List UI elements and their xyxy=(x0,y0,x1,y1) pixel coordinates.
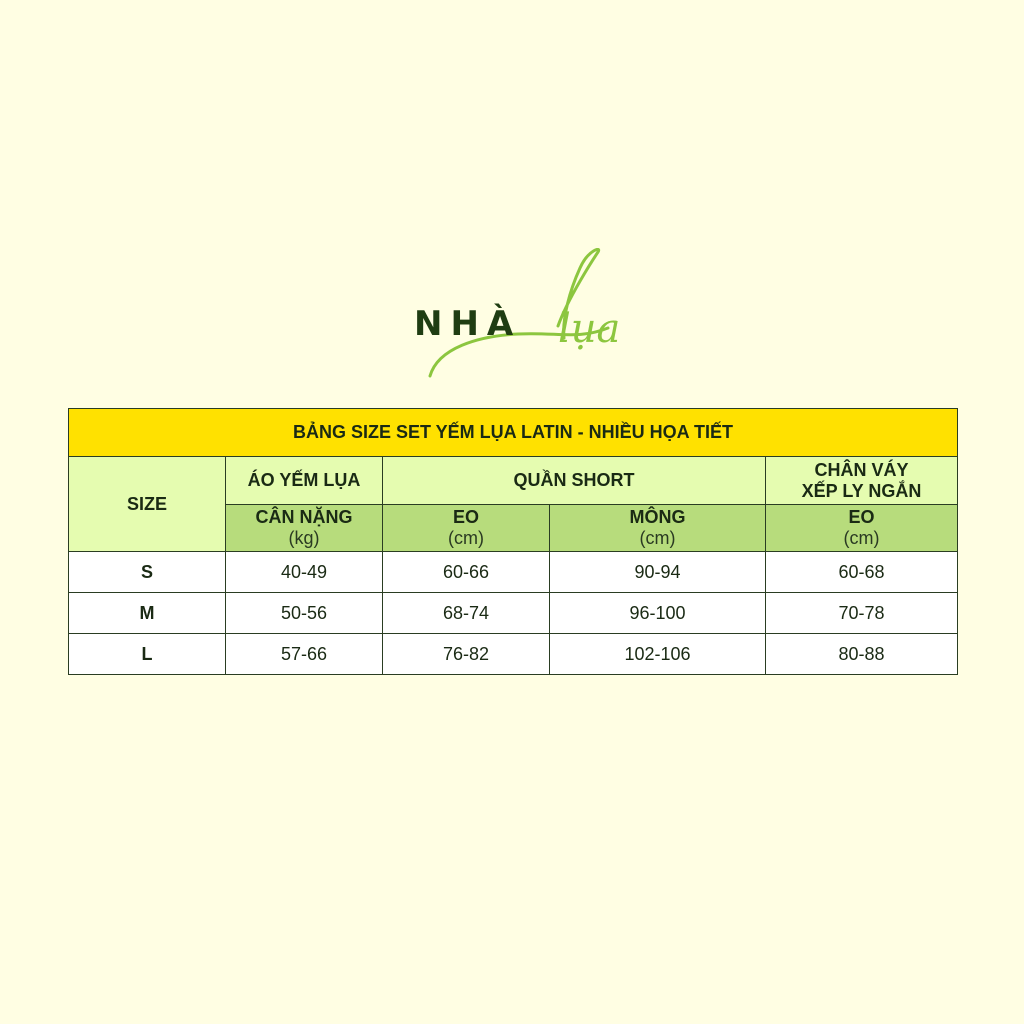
waist-header xyxy=(383,505,550,552)
hip-cell: 90-94 xyxy=(550,552,766,593)
size-cell: S xyxy=(69,552,226,593)
waist-cell: 60-66 xyxy=(383,552,550,593)
size-cell: M xyxy=(69,593,226,634)
weight-label: CÂN NẶNG xyxy=(255,507,353,527)
table-title: BẢNG SIZE SET YẾM LỤA LATIN - NHIỀU HỌA TIẾT xyxy=(69,409,958,457)
size-chart-table xyxy=(68,408,958,675)
skirt-header-line1: CHÂN VÁY xyxy=(814,459,909,480)
weight-unit: (kg) xyxy=(288,528,320,548)
skirt-waist-cell: 80-88 xyxy=(766,634,958,675)
size-header: SIZE xyxy=(69,457,226,552)
waist-label: EO xyxy=(452,507,479,527)
logo-script-text: lụa xyxy=(558,306,621,352)
hip-cell: 96-100 xyxy=(550,593,766,634)
weight-cell: 40-49 xyxy=(226,552,383,593)
hip-header xyxy=(550,505,766,552)
skirt-waist-label: EO xyxy=(848,507,875,527)
skirt-header xyxy=(766,457,958,505)
table-row xyxy=(69,634,958,675)
hip-cell: 102-106 xyxy=(550,634,766,675)
skirt-header-line2: XẾP LY NGẮN xyxy=(801,480,922,501)
skirt-waist-cell: 60-68 xyxy=(766,552,958,593)
skirt-waist-unit: (cm) xyxy=(843,528,880,548)
group-header-row xyxy=(69,457,958,505)
table-row xyxy=(69,593,958,634)
waist-cell: 68-74 xyxy=(383,593,550,634)
brand-logo xyxy=(408,248,624,378)
weight-cell: 50-56 xyxy=(226,593,383,634)
weight-cell: 57-66 xyxy=(226,634,383,675)
shorts-header: QUẦN SHORT xyxy=(383,457,766,505)
top-header: ÁO YẾM LỤA xyxy=(226,457,383,505)
waist-unit: (cm) xyxy=(448,528,484,548)
hip-label: MÔNG xyxy=(629,507,686,527)
hip-unit: (cm) xyxy=(639,528,676,548)
table-title-row xyxy=(69,409,958,457)
weight-header xyxy=(226,505,383,552)
waist-cell: 76-82 xyxy=(383,634,550,675)
logo-brand-text: NHÀ xyxy=(414,304,522,344)
skirt-waist-header xyxy=(766,505,958,552)
table-row xyxy=(69,552,958,593)
skirt-waist-cell: 70-78 xyxy=(766,593,958,634)
size-cell: L xyxy=(69,634,226,675)
